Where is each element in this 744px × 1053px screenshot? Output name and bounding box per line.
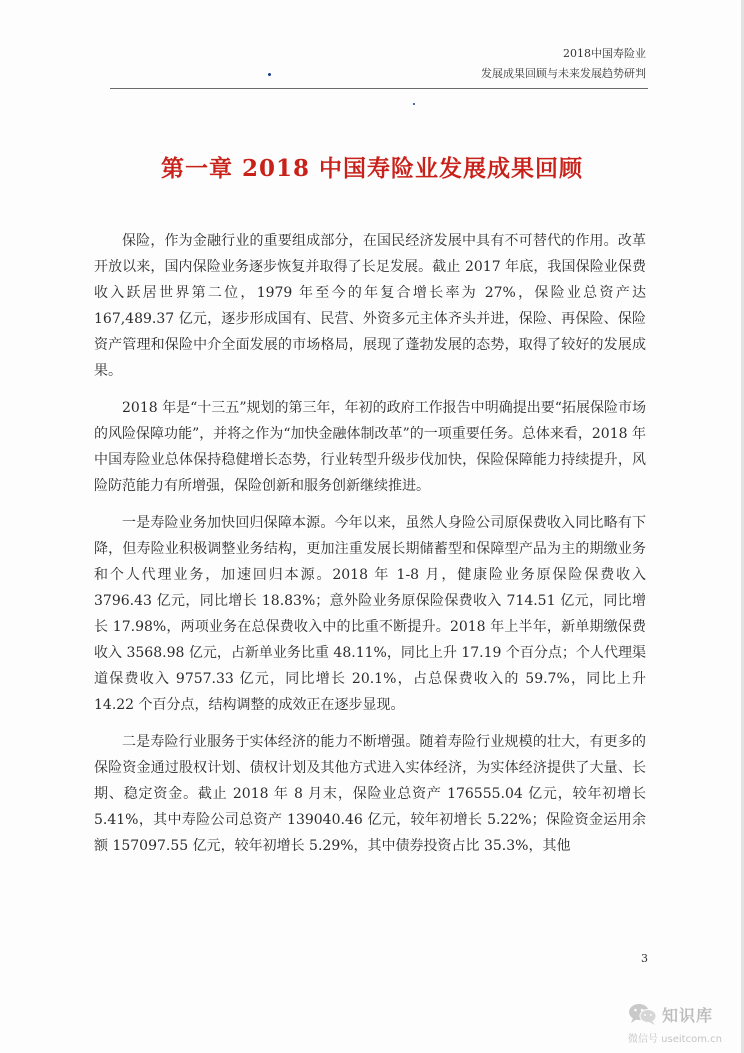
scan-speck	[268, 73, 271, 76]
body-text	[94, 228, 646, 870]
scan-speck	[413, 103, 415, 105]
wechat-icon	[628, 1002, 658, 1026]
header-line-1: 2018中国寿险业	[563, 47, 646, 60]
page-number: 3	[641, 952, 648, 965]
paragraph-4: 二是寿险行业服务于实体经济的能力不断增强。随着寿险行业规模的壮大，有更多的保险资金通过股权计划、债权计划及其他方式进入实体经济，为实体经济提供了大量、长期、稳定资金。截止 2018 年 8 月末，保险业总资产 176555.04 亿元，较年初增长 5.41%，其中寿险公司总资产 139040.46 亿元，较年初增长 5.22%；保险资金运用余额 157097.55 亿元，较年初增长 5.29%，其中债券投资占比 35.3%，其他	[94, 734, 646, 854]
paragraph-3: 一是寿险业务加快回归保障本源。今年以来，虽然人身险公司原保费收入同比略有下降，但寿险业积极调整业务结构，更加注重发展长期储蓄型和保障型产品为主的期缴业务和个人代理业务，加速回归本源。2018 年 1-8 月，健康险业务原保险保费收入 3796.43 亿元，同比增长 18.83%；意外险业务原保险保费收入 714.51 亿元，同比增长 17.98%，两项业务在总保费收入中的比重不断提升。2018 年上半年，新单期缴保费收入 3568.98 亿元，占新单业务比重 48.11%，同比上升 17.19 个百分点；个人代理渠道保费收入 9757.33 亿元，同比增长 20.1%，占总保费收入的 59.7%，同比上升 14.22 个百分点，结构调整的成效正在逐步显现。	[94, 515, 646, 713]
watermark-id: 微信号 useitcom.cn	[628, 1034, 722, 1045]
paragraph-1: 保险，作为金融行业的重要组成部分，在国民经济发展中具有不可替代的作用。改革开放以来，国内保险业务逐步恢复并取得了长足发展。截止 2017 年底，我国保险业保费收入跃居世界第二位，1979 年至今的年复合增长率为 27%，保险业总资产达 167,489.37 亿元，逐步形成国有、民营、外资多元主体齐头并进，保险、再保险、保险资产管理和保险中介全面发展的市场格局，展现了蓬勃发展的态势，取得了较好的发展成果。	[94, 233, 646, 379]
header-line-2: 发展成果回顾与未来发展趋势研判	[481, 67, 646, 80]
chapter-title: 第一章 2018 中国寿险业发展成果回顾	[160, 155, 584, 182]
paragraph-2: 2018 年是“十三五”规划的第三年，年初的政府工作报告中明确提出要“拓展保险市场的风险保障功能”，并将之作为“加快金融体制改革”的一项重要任务。总体来看，2018 年中国寿险业总体保持稳健增长态势，行业转型升级步伐加快，保险保障能力持续提升，风险防范能力有所增强，保险创新和服务创新继续推进。	[94, 400, 646, 494]
running-header	[481, 44, 646, 84]
watermark	[628, 1002, 734, 1048]
watermark-name: 知识库	[662, 1006, 714, 1025]
header-divider	[110, 88, 648, 89]
